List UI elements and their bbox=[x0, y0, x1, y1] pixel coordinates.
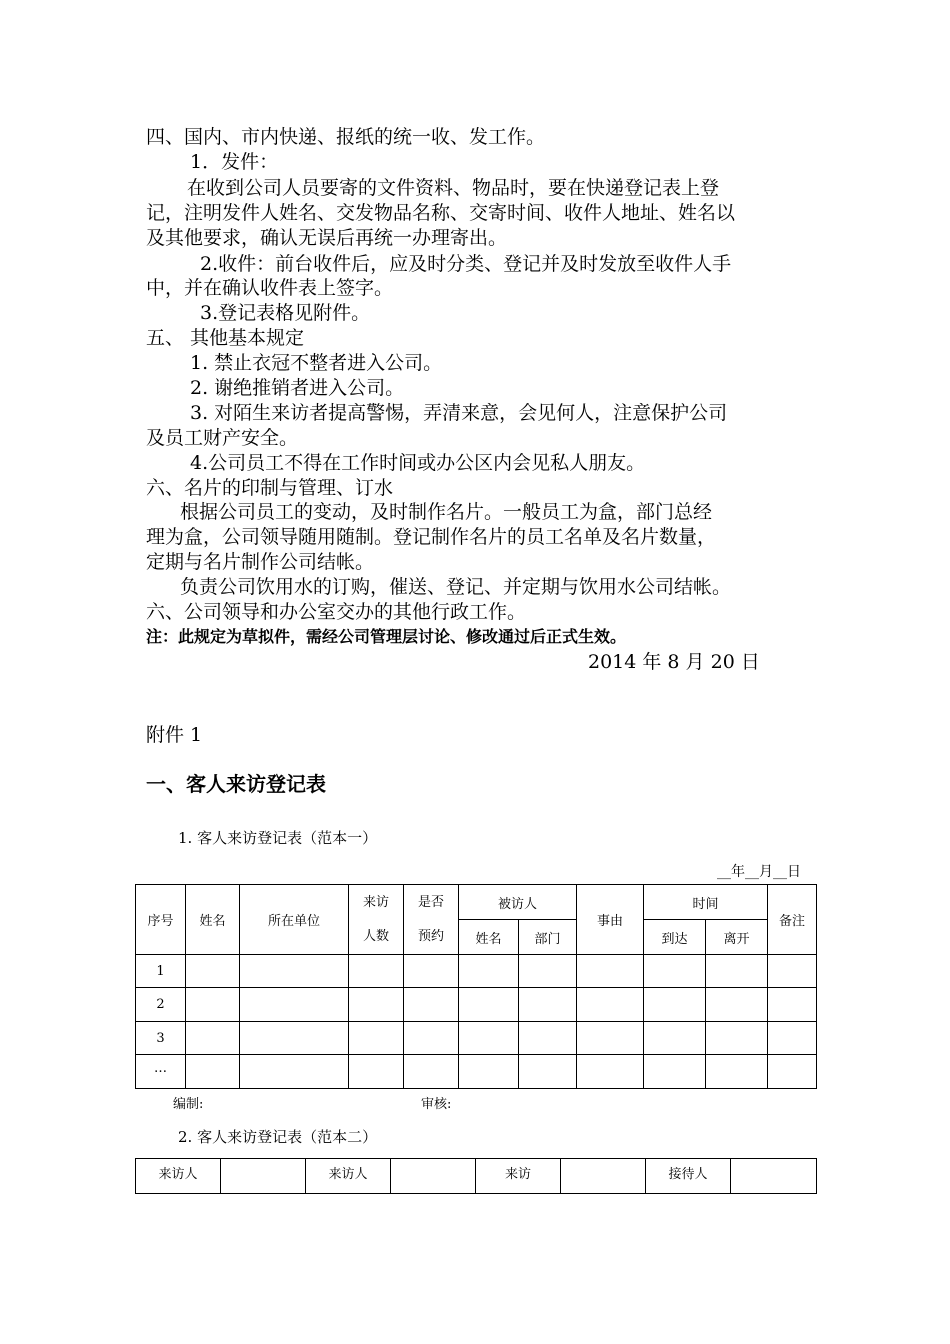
draft-note: 注：此规定为草拟件，需经公司管理层讨论、修改通过后正式生效。 bbox=[146, 627, 627, 646]
section-five-heading: 五、 其他基本规定 bbox=[146, 327, 305, 349]
rule-4: 4.公司员工不得在工作时间或办公区内会见私人朋友。 bbox=[190, 452, 646, 474]
table-cell bbox=[186, 1055, 240, 1089]
table-cell bbox=[577, 955, 644, 988]
form2-value-cell bbox=[561, 1159, 646, 1194]
table-cell bbox=[459, 1022, 519, 1055]
table-cell bbox=[186, 955, 240, 988]
receive-item-text-2: 中，并在确认收件表上签字。 bbox=[146, 277, 394, 299]
table-cell bbox=[706, 988, 768, 1022]
receive-item-text-1: 2.收件：前台收件后，应及时分类、登记并及时发放至收件人手 bbox=[200, 253, 732, 275]
send-item-heading: 1．发件： bbox=[190, 151, 279, 173]
form2-label-receptionist: 接待人 bbox=[646, 1159, 731, 1194]
table-cell bbox=[768, 1055, 817, 1089]
header-appointment bbox=[404, 885, 459, 955]
header-visited-name: 姓名 bbox=[459, 920, 519, 955]
header-appointment-bottom: 预约 bbox=[417, 928, 444, 944]
table-row bbox=[136, 1022, 817, 1055]
table-cell bbox=[519, 1055, 577, 1089]
document-date: 2014 年 8 月 20 日 bbox=[588, 651, 760, 673]
table-cell bbox=[404, 1022, 459, 1055]
form2-value-cell bbox=[391, 1159, 476, 1194]
table-cell bbox=[186, 1022, 240, 1055]
form1-title: 1. 客人来访登记表（范本一） bbox=[178, 829, 378, 847]
table-cell bbox=[404, 1055, 459, 1089]
table-cell bbox=[349, 988, 404, 1022]
table-row bbox=[136, 955, 817, 988]
table-cell bbox=[349, 1022, 404, 1055]
table-cell bbox=[240, 988, 349, 1022]
table-row bbox=[136, 1055, 817, 1089]
table-cell bbox=[240, 1022, 349, 1055]
header-visitor-count-bottom: 人数 bbox=[362, 928, 389, 944]
header-visitor-count-top: 来访 bbox=[362, 894, 389, 910]
visitor-register-table-1 bbox=[135, 884, 817, 1089]
table-cell bbox=[577, 1022, 644, 1055]
attachment-label: 附件 1 bbox=[146, 724, 203, 746]
visitor-register-table-2 bbox=[135, 1158, 817, 1194]
header-name: 姓名 bbox=[186, 885, 240, 955]
header-reason: 事由 bbox=[577, 885, 644, 955]
table-cell bbox=[644, 988, 706, 1022]
table-cell bbox=[349, 1055, 404, 1089]
business-card-text-3: 定期与名片制作公司结帐。 bbox=[146, 551, 375, 573]
header-visited-person: 被访人 bbox=[459, 885, 577, 920]
table-cell bbox=[577, 988, 644, 1022]
table-cell bbox=[404, 955, 459, 988]
reviewed-by-label: 审核: bbox=[421, 1097, 452, 1112]
table-cell bbox=[459, 1055, 519, 1089]
attachment-heading: 一、客人来访登记表 bbox=[146, 772, 326, 796]
send-item-text-3: 及其他要求，确认无误后再统一办理寄出。 bbox=[146, 227, 508, 249]
table-cell bbox=[644, 1055, 706, 1089]
header-time: 时间 bbox=[644, 885, 768, 920]
row-seq: … bbox=[136, 1055, 186, 1089]
water-text: 负责公司饮用水的订购，催送、登记、并定期与饮用水公司结帐。 bbox=[180, 576, 732, 598]
rule-2: 2. 谢绝推销者进入公司。 bbox=[190, 377, 405, 399]
form2-label-visitor-2: 来访人 bbox=[306, 1159, 391, 1194]
header-remark: 备注 bbox=[768, 885, 817, 955]
table-cell bbox=[706, 955, 768, 988]
section-four-heading: 四、国内、市内快递、报纸的统一收、发工作。 bbox=[146, 126, 546, 148]
section-six-heading: 六、名片的印制与管理、订水 bbox=[146, 477, 394, 499]
table-row bbox=[136, 988, 817, 1022]
header-appointment-top: 是否 bbox=[417, 894, 444, 910]
table-cell bbox=[706, 1055, 768, 1089]
table-cell bbox=[459, 988, 519, 1022]
header-unit: 所在单位 bbox=[240, 885, 349, 955]
table-cell bbox=[519, 1022, 577, 1055]
header-leave: 离开 bbox=[706, 920, 768, 955]
header-visitor-count bbox=[349, 885, 404, 955]
row-seq: 3 bbox=[136, 1022, 186, 1055]
business-card-text-1: 根据公司员工的变动，及时制作名片。一般员工为盒，部门总经 bbox=[180, 501, 713, 523]
form1-date-line: __年__月__日 bbox=[717, 864, 801, 880]
table-cell bbox=[240, 955, 349, 988]
table-cell bbox=[577, 1055, 644, 1089]
table-cell bbox=[768, 955, 817, 988]
table-cell bbox=[706, 1022, 768, 1055]
table-cell bbox=[644, 955, 706, 988]
form2-value-cell bbox=[221, 1159, 306, 1194]
table-cell bbox=[768, 1022, 817, 1055]
table-cell bbox=[349, 955, 404, 988]
table-cell bbox=[186, 988, 240, 1022]
row-seq: 2 bbox=[136, 988, 186, 1022]
section-six-b-heading: 六、公司领导和办公室交办的其他行政工作。 bbox=[146, 601, 527, 623]
row-seq: 1 bbox=[136, 955, 186, 988]
form-reference-text: 3.登记表格见附件。 bbox=[200, 302, 371, 324]
send-item-text-2: 记，注明发件人姓名、交发物品名称、交寄时间、收件人地址、姓名以 bbox=[146, 202, 736, 224]
rule-1: 1. 禁止衣冠不整者进入公司。 bbox=[190, 352, 443, 374]
table-cell bbox=[644, 1022, 706, 1055]
form2-label-visitor: 来访人 bbox=[136, 1159, 221, 1194]
table-cell bbox=[519, 955, 577, 988]
table-cell bbox=[240, 1055, 349, 1089]
rule-3-line-2: 及员工财产安全。 bbox=[146, 427, 299, 449]
form2-value-cell bbox=[731, 1159, 817, 1194]
form2-title: 2. 客人来访登记表（范本二） bbox=[178, 1128, 378, 1146]
table-cell bbox=[519, 988, 577, 1022]
header-arrive: 到达 bbox=[644, 920, 706, 955]
business-card-text-2: 理为盒，公司领导随用随制。登记制作名片的员工名单及名片数量， bbox=[146, 526, 717, 548]
table-cell bbox=[768, 988, 817, 1022]
header-visited-dept: 部门 bbox=[519, 920, 577, 955]
compiled-by-label: 编制: bbox=[173, 1097, 204, 1112]
rule-3-line-1: 3. 对陌生来访者提高警惕，弄清来意，会见何人，注意保护公司 bbox=[190, 402, 728, 424]
table-cell bbox=[459, 955, 519, 988]
form2-label-visit: 来访 bbox=[476, 1159, 561, 1194]
header-seq: 序号 bbox=[136, 885, 186, 955]
send-item-text-1: 在收到公司人员要寄的文件资料、物品时，要在快递登记表上登 bbox=[187, 177, 720, 199]
table-cell bbox=[404, 988, 459, 1022]
